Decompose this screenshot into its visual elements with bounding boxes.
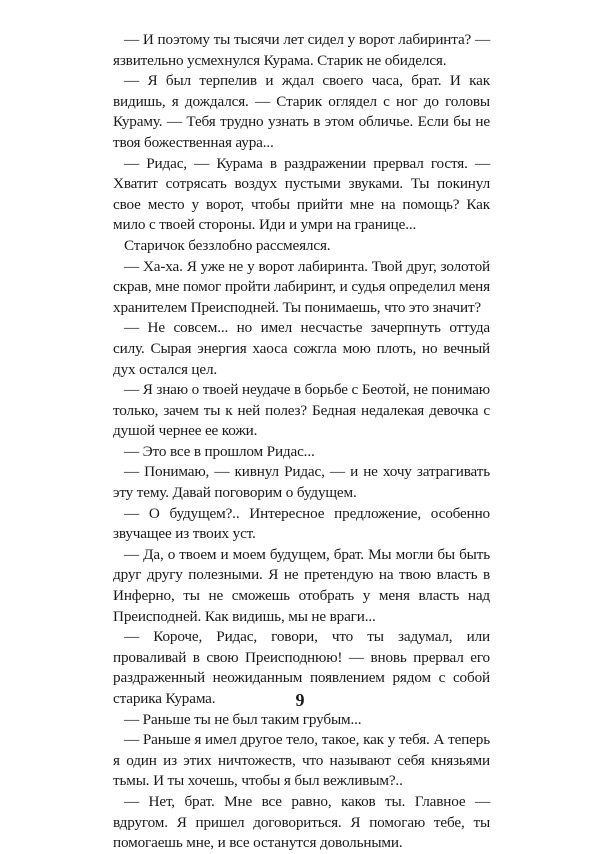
paragraph: — Раньше ты не был таким грубым... [124, 710, 362, 728]
paragraph: — Понимаю, — кивнул Ридас, — и не хочу затрагивать эту тему. Давай поговорим о будущем. [113, 463, 490, 502]
paragraph: — Я знаю о твоей неудаче в борьбе с Беотой, не понимаю только, зачем ты к ней полез? Бедная недалекая девочка с душой чернее ее кожи. [113, 381, 490, 440]
paragraph: — Короче, Ридас, говори, что ты задумал, или проваливай в свою Преисподнюю! — вновь прервал его раздраженный неожиданным появлением рядом с собой старика Курама. [113, 628, 490, 707]
paragraph: — И поэтому ты тысячи лет сидел у ворот лабиринта? — язвительно усмехнулся Курама. Старик не обиделся. [113, 31, 490, 69]
paragraph: — Ха-ха. Я уже не у ворот лабиринта. Твой друг, золотой скрав, мне помог пройти лабиринт, и судья определил меня хранителем Преисподней. Ты понимаешь, что это значит? [113, 257, 490, 316]
paragraph: — Я был терпелив и ждал своего часа, брат. И как видишь, я дождался. — Старик оглядел с ног до головы Кураму. — Тебя трудно узнать в этом обличье. Если бы не твоя божественная аура... [113, 72, 490, 151]
paragraph: — Да, о твоем и моем будущем, брат. Мы могли бы быть друг другу полезными. Я не претендую на твою власть в Инферно, ты не сможешь отобрать у меня власть над Преисподней. Как видишь, мы не враги... [113, 545, 490, 625]
paragraph: — О будущем?.. Интересное предложение, особенно звучащее из твоих уст. [113, 504, 490, 543]
page-number: 9 [295, 690, 305, 710]
paragraph: — Не совсем... но имел несчастье зачерпнуть оттуда силу. Сырая энергия хаоса сожгла мою плоть, но вечный дух остался цел. [113, 319, 490, 378]
body-text [113, 30, 490, 854]
paragraph: Старичок беззлобно рассмеялся. [124, 236, 331, 254]
paragraph: — Это все в прошлом Ридас... [124, 442, 315, 460]
paragraph: — Раньше я имел другое тело, такое, как у тебя. А теперь я один из этих ничтожеств, что называют себя князьями тьмы. И ты хочешь, чтобы я был вежливым?.. [113, 731, 490, 790]
paragraph: — Ридас, — Курама в раздражении прервал гостя. — Хватит сотрясать воздух пустыми звуками. Ты покинул свое место у ворот, чтобы прийти мне на помощь? Как мило с твоей стороны. Иди и умри на границе... [113, 154, 490, 234]
paragraph: — Нет, брат. Мне все равно, каков ты. Главное — вдругом. Я пришел договориться. Я помогаю тебе, ты помогаешь мне, и все останутся довольными. [113, 792, 490, 852]
